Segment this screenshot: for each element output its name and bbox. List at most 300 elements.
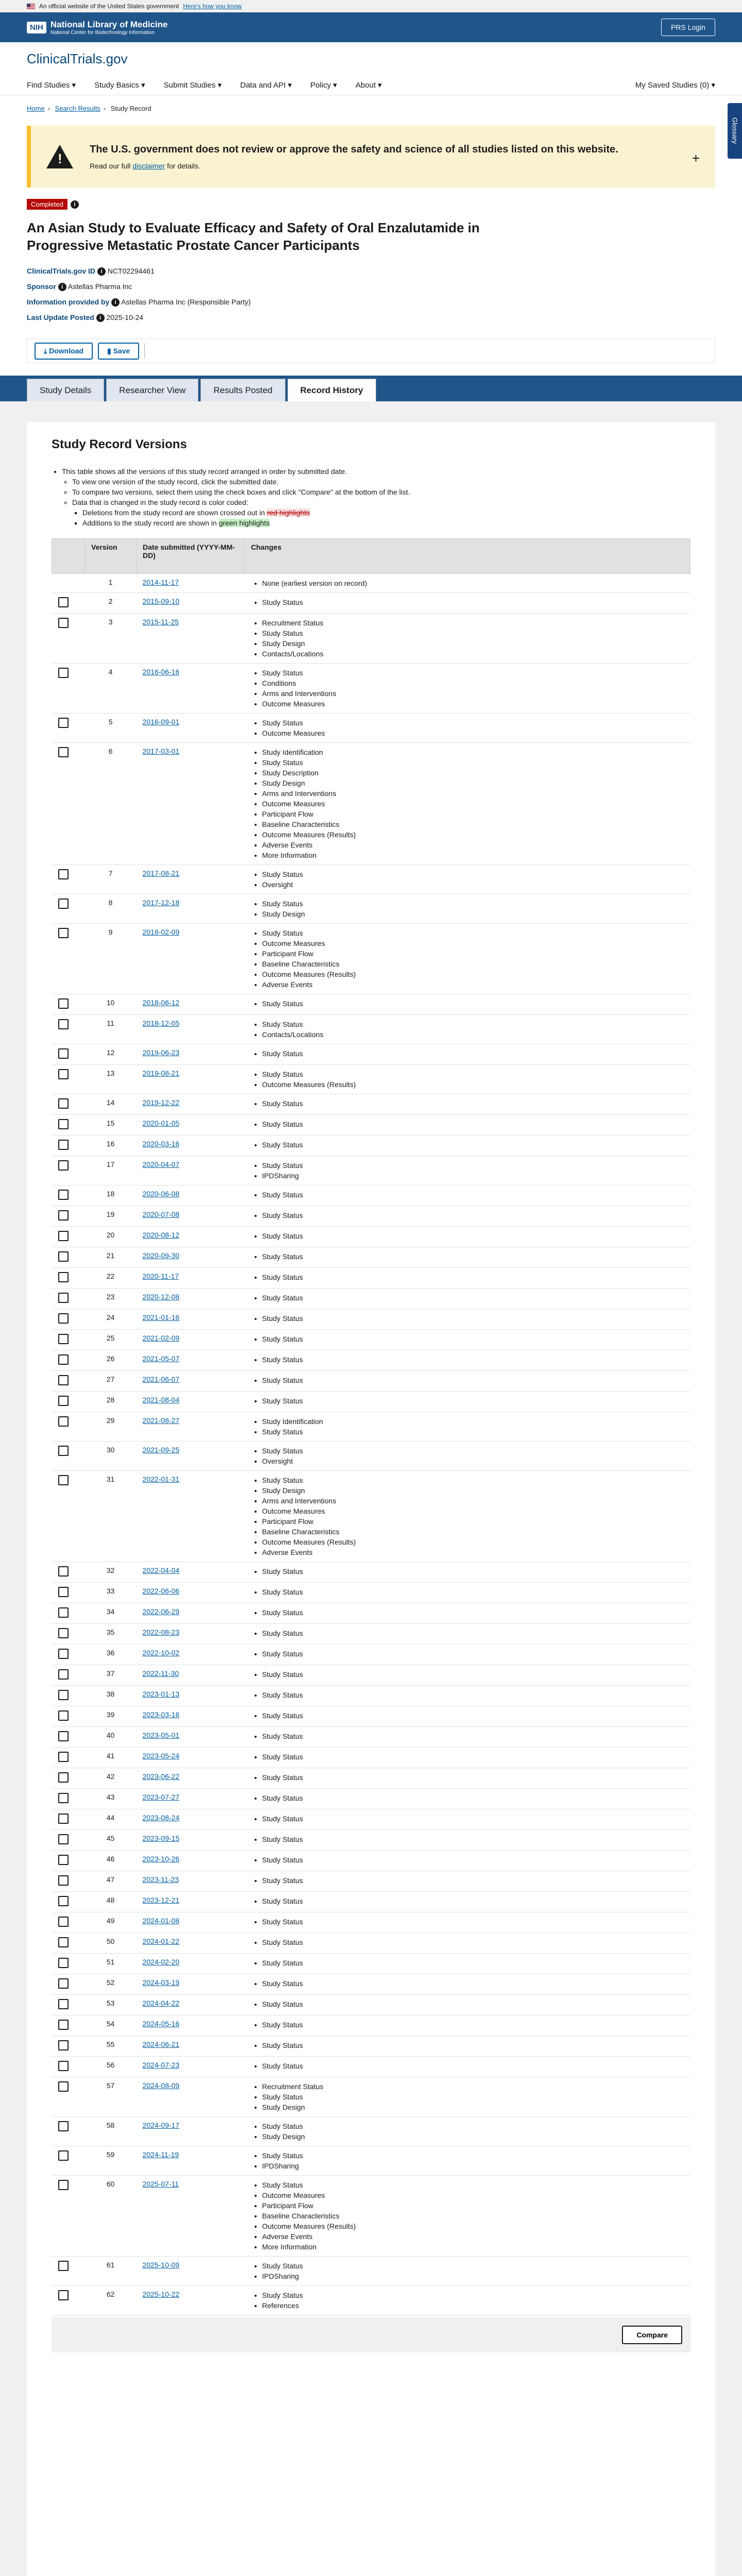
breadcrumb-home[interactable]: Home — [27, 105, 45, 112]
version-checkbox[interactable] — [58, 928, 69, 938]
table-row — [52, 894, 690, 924]
version-checkbox[interactable] — [58, 1048, 69, 1059]
breadcrumb-current: Study Record — [110, 105, 151, 112]
version-checkbox[interactable] — [58, 1475, 69, 1485]
select-cell — [52, 1247, 85, 1268]
changes-cell — [245, 1185, 690, 1206]
changes-cell — [245, 1954, 690, 1974]
change-item: • Study Status — [262, 1566, 684, 1577]
version-checkbox[interactable] — [58, 1446, 69, 1456]
version-date-cell — [137, 865, 245, 894]
save-button[interactable]: ▮ Save — [98, 343, 139, 360]
change-item: • Study Status — [262, 1875, 684, 1886]
version-checkbox[interactable] — [58, 869, 69, 879]
version-date-link[interactable]: 2023-09-15 — [142, 1834, 180, 1842]
version-date-link[interactable]: 2021-02-09 — [142, 1334, 180, 1342]
select-cell — [52, 1706, 85, 1727]
version-date-cell — [137, 1206, 245, 1227]
version-number: 8 — [85, 894, 137, 924]
version-date-link[interactable]: 2023-11-23 — [142, 1875, 179, 1884]
version-date-link[interactable]: 2024-01-22 — [142, 1937, 180, 1945]
tab-study-details[interactable]: Study Details — [27, 379, 104, 401]
version-date-link[interactable]: 2016-06-16 — [142, 668, 180, 676]
version-date-link[interactable]: 2024-04-22 — [142, 1999, 180, 2007]
version-date-link[interactable]: 2024-05-16 — [142, 2020, 180, 2028]
nav-find-studies[interactable]: Find Studies ▾ — [27, 81, 76, 90]
table-row — [52, 1686, 690, 1706]
changes-cell — [245, 994, 690, 1015]
change-item: • Study Status — [262, 1814, 684, 1824]
instructions — [52, 466, 690, 528]
changes-cell — [245, 1412, 690, 1442]
version-date-link[interactable]: 2017-12-18 — [142, 899, 180, 907]
change-item: • IPDSharing — [262, 2161, 684, 2171]
version-date-link[interactable]: 2020-09-30 — [142, 1251, 180, 1260]
change-item: • Study Status — [262, 1607, 684, 1618]
ncbi-name: National Center for Biotechnology Information — [50, 29, 155, 36]
site-header — [0, 42, 742, 95]
version-checkbox[interactable] — [58, 1272, 69, 1282]
version-checkbox[interactable] — [58, 1628, 69, 1638]
select-cell — [52, 1309, 85, 1330]
version-date-cell — [137, 1094, 245, 1115]
changes-cell — [245, 664, 690, 714]
version-date-link[interactable]: 2020-11-17 — [142, 1272, 179, 1280]
select-cell — [52, 1044, 85, 1065]
version-checkbox[interactable] — [58, 1978, 69, 1989]
version-checkbox[interactable] — [58, 1231, 69, 1241]
version-checkbox[interactable] — [58, 1140, 69, 1150]
table-row — [52, 1136, 690, 1156]
version-date-link[interactable]: 2022-10-02 — [142, 1649, 180, 1657]
select-cell — [52, 1115, 85, 1136]
version-date-link[interactable]: 2020-07-08 — [142, 1210, 180, 1218]
version-checkbox[interactable] — [58, 2061, 69, 2071]
version-checkbox[interactable] — [58, 2290, 69, 2300]
version-checkbox[interactable] — [58, 998, 69, 1009]
glossary-tab[interactable]: Glossary — [728, 103, 742, 159]
change-item: • Study Status — [262, 2061, 684, 2071]
change-item: • Outcome Measures (Results) — [262, 2221, 684, 2231]
version-checkbox[interactable] — [58, 1375, 69, 1385]
table-row — [52, 1933, 690, 1954]
version-checkbox[interactable] — [58, 1313, 69, 1324]
tab-record-history[interactable]: Record History — [288, 379, 376, 401]
compare-button[interactable]: Compare — [622, 2326, 682, 2344]
changes-cell — [245, 1789, 690, 1809]
version-checkbox[interactable] — [58, 1731, 69, 1741]
tab-researcher-view[interactable]: Researcher View — [106, 379, 198, 401]
version-checkbox[interactable] — [58, 2121, 69, 2131]
version-checkbox[interactable] — [58, 1814, 69, 1824]
select-cell — [52, 664, 85, 714]
version-date-cell — [137, 1748, 245, 1768]
table-row — [52, 2117, 690, 2146]
changes-cell — [245, 1289, 690, 1309]
version-date-link[interactable]: 2024-01-08 — [142, 1917, 180, 1925]
change-item: • Study Status — [262, 2020, 684, 2030]
version-checkbox[interactable] — [58, 1190, 69, 1200]
select-cell — [52, 865, 85, 894]
change-item: • Study Status — [262, 928, 684, 938]
changes-cell — [245, 924, 690, 994]
change-item: • Outcome Measures (Results) — [262, 829, 684, 840]
version-checkbox[interactable] — [58, 1690, 69, 1700]
changes-cell — [245, 1268, 690, 1289]
instruction-3: ◦ To compare two versions, select them using the check boxes and click "Compare" at the bottom of the list. — [72, 487, 690, 497]
version-date-cell — [137, 2286, 245, 2315]
version-checkbox[interactable] — [58, 747, 69, 757]
select-cell — [52, 894, 85, 924]
version-date-link[interactable]: 2021-08-27 — [142, 1416, 180, 1425]
version-checkbox[interactable] — [58, 1210, 69, 1221]
table-row — [52, 1309, 690, 1330]
id-label: ClinicalTrials.gov ID — [27, 267, 96, 275]
version-checkbox[interactable] — [58, 1019, 69, 1029]
version-date-link[interactable]: 2024-06-21 — [142, 2040, 180, 2048]
version-checkbox[interactable] — [58, 1587, 69, 1597]
site-logo[interactable] — [27, 51, 128, 67]
version-number: 44 — [85, 1809, 137, 1830]
changes-cell — [245, 2036, 690, 2057]
version-date-link[interactable]: 2022-08-23 — [142, 1628, 180, 1636]
version-date-link[interactable]: 2023-03-16 — [142, 1710, 180, 1719]
version-date-cell — [137, 2057, 245, 2077]
version-checkbox[interactable] — [58, 597, 69, 607]
info-icon[interactable]: i — [71, 200, 79, 209]
version-checkbox[interactable] — [58, 718, 69, 728]
version-number: 42 — [85, 1768, 137, 1789]
instruction-additions: ▪ Additions to the study record are shown in green highlights — [82, 518, 690, 528]
version-date-link[interactable]: 2020-04-07 — [142, 1160, 180, 1168]
table-row — [52, 1912, 690, 1933]
version-date-cell — [137, 1706, 245, 1727]
warning-icon — [46, 145, 73, 168]
version-date-cell — [137, 593, 245, 614]
change-item: • Study Status — [262, 2261, 684, 2271]
version-date-cell — [137, 2077, 245, 2117]
nav-data-api[interactable]: Data and API ▾ — [240, 81, 292, 90]
version-checkbox[interactable] — [58, 1917, 69, 1927]
version-date-link[interactable]: 2023-10-26 — [142, 1855, 180, 1863]
version-checkbox[interactable] — [58, 1649, 69, 1659]
version-number: 62 — [85, 2286, 137, 2315]
version-date-cell — [137, 1289, 245, 1309]
select-cell — [52, 2015, 85, 2036]
version-number: 19 — [85, 1206, 137, 1227]
version-date-link[interactable]: 2015-09-10 — [142, 597, 180, 605]
version-date-cell — [137, 1871, 245, 1892]
version-date-link[interactable]: 2018-06-12 — [142, 998, 180, 1007]
col-changes: Changes — [245, 539, 690, 574]
info-icon[interactable]: i — [58, 283, 66, 291]
change-item: • Study Status — [262, 2121, 684, 2131]
version-checkbox[interactable] — [58, 1875, 69, 1886]
change-item: • Oversight — [262, 879, 684, 890]
table-row — [52, 1094, 690, 1115]
version-date-link[interactable]: 2017-03-01 — [142, 747, 180, 755]
version-date-link[interactable]: 2020-08-12 — [142, 1231, 180, 1239]
version-checkbox[interactable] — [58, 1119, 69, 1129]
version-checkbox[interactable] — [58, 2261, 69, 2271]
changes-cell — [245, 1471, 690, 1562]
change-item: • Study Status — [262, 1160, 684, 1171]
table-row — [52, 2286, 690, 2315]
version-date-link[interactable]: 2021-06-07 — [142, 1375, 180, 1383]
version-date-link[interactable]: 2014-11-17 — [142, 578, 179, 586]
table-row — [52, 1809, 690, 1830]
version-date-cell — [137, 1686, 245, 1706]
version-checkbox[interactable] — [58, 2150, 69, 2161]
expand-alert-icon[interactable]: + — [692, 150, 700, 166]
nlm-logo[interactable] — [27, 20, 168, 36]
version-date-link[interactable]: 2024-07-23 — [142, 2061, 180, 2069]
alert-title: The U.S. government does not review or approve the safety and science of all studies listed on this website. — [90, 143, 618, 155]
version-checkbox[interactable] — [58, 1937, 69, 1947]
change-item: • More Information — [262, 2242, 684, 2252]
info-icon[interactable]: i — [97, 267, 106, 276]
version-date-link[interactable]: 2023-08-24 — [142, 1814, 180, 1822]
version-date-link[interactable]: 2023-06-22 — [142, 1772, 180, 1781]
version-checkbox[interactable] — [58, 1772, 69, 1783]
version-checkbox[interactable] — [58, 1834, 69, 1844]
version-date-link[interactable]: 2023-05-01 — [142, 1731, 180, 1739]
version-checkbox[interactable] — [58, 2040, 69, 2050]
select-cell — [52, 1789, 85, 1809]
change-item: • IPDSharing — [262, 2271, 684, 2281]
table-row — [52, 1044, 690, 1065]
version-checkbox[interactable] — [58, 1669, 69, 1680]
tab-results-posted[interactable]: Results Posted — [200, 379, 285, 401]
version-checkbox[interactable] — [58, 2081, 69, 2092]
nav-study-basics[interactable]: Study Basics ▾ — [94, 81, 145, 90]
version-date-link[interactable]: 2022-11-30 — [142, 1669, 179, 1677]
version-date-cell — [137, 1115, 245, 1136]
info-icon[interactable]: i — [111, 298, 120, 307]
version-number: 34 — [85, 1603, 137, 1624]
changes-cell — [245, 2146, 690, 2176]
select-cell — [52, 743, 85, 865]
changes-cell — [245, 2176, 690, 2257]
select-cell — [52, 2117, 85, 2146]
version-date-link[interactable]: 2018-12-05 — [142, 1019, 180, 1027]
version-date-link[interactable]: 2019-12-22 — [142, 1098, 180, 1107]
version-date-link[interactable]: 2020-06-08 — [142, 1190, 180, 1198]
version-checkbox[interactable] — [58, 1710, 69, 1721]
select-cell — [52, 1371, 85, 1392]
table-row — [52, 2057, 690, 2077]
version-checkbox[interactable] — [58, 1416, 69, 1427]
select-cell — [52, 1065, 85, 1094]
version-date-cell — [137, 2015, 245, 2036]
version-checkbox[interactable] — [58, 1607, 69, 1618]
sponsor-value: Astellas Pharma Inc — [68, 282, 132, 291]
version-checkbox[interactable] — [58, 1396, 69, 1406]
version-number: 20 — [85, 1227, 137, 1247]
breadcrumb-search-results[interactable]: Search Results — [55, 105, 100, 112]
version-date-link[interactable]: 2020-03-16 — [142, 1140, 180, 1148]
changes-cell — [245, 1227, 690, 1247]
changes-cell — [245, 2077, 690, 2117]
table-row — [52, 574, 690, 593]
version-date-link[interactable]: 2021-01-16 — [142, 1313, 180, 1321]
version-date-link[interactable]: 2024-09-17 — [142, 2121, 180, 2129]
breadcrumb: Home › Search Results › Study Record — [27, 105, 151, 112]
version-checkbox[interactable] — [58, 1896, 69, 1906]
version-date-link[interactable]: 2022-01-31 — [142, 1475, 180, 1483]
version-date-link[interactable]: 2025-10-09 — [142, 2261, 180, 2269]
version-date-link[interactable]: 2015-11-25 — [142, 618, 179, 626]
version-checkbox[interactable] — [58, 1098, 69, 1109]
table-row — [52, 593, 690, 614]
nav-about[interactable]: About ▾ — [355, 81, 382, 90]
version-date-link[interactable]: 2024-03-19 — [142, 1978, 180, 1987]
version-date-link[interactable]: 2023-07-27 — [142, 1793, 180, 1801]
version-date-link[interactable]: 2024-02-20 — [142, 1958, 180, 1966]
version-number: 26 — [85, 1350, 137, 1371]
version-checkbox[interactable] — [58, 1293, 69, 1303]
version-checkbox[interactable] — [58, 1566, 69, 1577]
version-number: 49 — [85, 1912, 137, 1933]
version-checkbox[interactable] — [58, 899, 69, 909]
version-date-link[interactable]: 2021-05-07 — [142, 1354, 180, 1363]
version-date-cell — [137, 1789, 245, 1809]
version-date-link[interactable]: 2023-12-21 — [142, 1896, 180, 1904]
version-number: 10 — [85, 994, 137, 1015]
version-checkbox[interactable] — [58, 1069, 69, 1079]
version-date-link[interactable]: 2019-08-21 — [142, 1069, 180, 1077]
version-checkbox[interactable] — [58, 1793, 69, 1803]
change-item: • Study Status — [262, 1119, 684, 1129]
change-item: • Study Status — [262, 1140, 684, 1150]
version-number: 40 — [85, 1727, 137, 1748]
version-number: 39 — [85, 1706, 137, 1727]
change-item: • More Information — [262, 850, 684, 860]
version-date-cell — [137, 1603, 245, 1624]
version-date-cell — [137, 1247, 245, 1268]
version-checkbox[interactable] — [58, 1958, 69, 1968]
version-date-link[interactable]: 2022-06-29 — [142, 1607, 180, 1616]
version-date-cell — [137, 924, 245, 994]
compare-row — [52, 2317, 690, 2352]
info-icon[interactable]: i — [96, 314, 105, 322]
divider — [144, 343, 145, 359]
saved-studies-link[interactable]: My Saved Studies (0) ▾ — [635, 81, 715, 90]
version-checkbox[interactable] — [58, 1354, 69, 1365]
version-date-link[interactable]: 2020-01-05 — [142, 1119, 180, 1127]
version-checkbox[interactable] — [58, 1334, 69, 1344]
version-checkbox[interactable] — [58, 668, 69, 678]
version-date-link[interactable]: 2025-07-11 — [142, 2180, 179, 2188]
change-item: • Study Status — [262, 1019, 684, 1029]
version-date-link[interactable]: 2016-09-01 — [142, 718, 180, 726]
version-date-link[interactable]: 2020-12-08 — [142, 1293, 180, 1301]
nav-submit-studies[interactable]: Submit Studies ▾ — [163, 81, 222, 90]
change-item: • Study Status — [262, 1446, 684, 1456]
version-checkbox[interactable] — [58, 1855, 69, 1865]
table-row — [52, 1748, 690, 1768]
prs-login-button[interactable]: PRS Login — [661, 19, 715, 36]
version-checkbox[interactable] — [58, 1251, 69, 1262]
version-date-link[interactable]: 2022-04-04 — [142, 1566, 180, 1574]
main-nav — [27, 75, 715, 95]
sponsor-label: Sponsor — [27, 282, 56, 291]
version-checkbox[interactable] — [58, 1752, 69, 1762]
version-checkbox[interactable] — [58, 1999, 69, 2009]
version-date-link[interactable]: 2023-01-13 — [142, 1690, 180, 1698]
select-cell — [52, 1603, 85, 1624]
version-date-link[interactable]: 2025-10-22 — [142, 2290, 180, 2298]
change-item: • Study Status — [262, 668, 684, 678]
version-date-cell — [137, 574, 245, 593]
version-date-cell — [137, 614, 245, 664]
version-number: 46 — [85, 1851, 137, 1871]
changes-cell — [245, 1933, 690, 1954]
changes-cell — [245, 1995, 690, 2015]
version-checkbox[interactable] — [58, 2020, 69, 2030]
change-item: • Study Design — [262, 2131, 684, 2142]
version-date-link[interactable]: 2018-02-09 — [142, 928, 180, 936]
version-date-link[interactable]: 2022-06-06 — [142, 1587, 180, 1595]
changes-cell — [245, 2257, 690, 2286]
change-item: • Adverse Events — [262, 2231, 684, 2242]
change-item: • Study Status — [262, 1628, 684, 1638]
download-button[interactable]: ⤓ Download — [35, 343, 93, 360]
table-row — [52, 1645, 690, 1665]
changes-cell — [245, 1727, 690, 1748]
changes-cell — [245, 1830, 690, 1851]
version-number: 45 — [85, 1830, 137, 1851]
change-item: • Outcome Measures (Results) — [262, 969, 684, 979]
select-cell — [52, 1156, 85, 1185]
version-date-link[interactable]: 2023-05-24 — [142, 1752, 180, 1760]
table-row — [52, 2146, 690, 2176]
select-cell — [52, 1768, 85, 1789]
version-checkbox[interactable] — [58, 618, 69, 628]
change-item: • Participant Flow — [262, 2200, 684, 2211]
change-item: • Study Status — [262, 1048, 684, 1059]
changes-cell — [245, 2057, 690, 2077]
change-item: • Study Status — [262, 1999, 684, 2009]
nav-policy[interactable]: Policy ▾ — [310, 81, 337, 90]
change-item: • Study Status — [262, 2040, 684, 2050]
version-number: 27 — [85, 1371, 137, 1392]
version-date-cell — [137, 1371, 245, 1392]
version-checkbox[interactable] — [58, 1160, 69, 1171]
version-checkbox[interactable] — [58, 2180, 69, 2190]
table-row — [52, 1727, 690, 1748]
version-date-link[interactable]: 2021-08-04 — [142, 1396, 180, 1404]
change-item: • Study Status — [262, 899, 684, 909]
version-date-link[interactable]: 2017-08-21 — [142, 869, 180, 877]
table-row — [52, 1206, 690, 1227]
version-date-link[interactable]: 2021-09-25 — [142, 1446, 180, 1454]
alert-body: Read our full disclaimer for details. — [90, 161, 200, 170]
how-you-know-link[interactable]: Here's how you know — [183, 3, 242, 10]
disclaimer-link[interactable]: disclaimer — [132, 161, 165, 170]
version-date-link[interactable]: 2024-08-09 — [142, 2081, 180, 2090]
version-date-link[interactable]: 2024-11-19 — [142, 2150, 179, 2159]
version-date-link[interactable]: 2019-06-23 — [142, 1048, 180, 1057]
changes-cell — [245, 1094, 690, 1115]
changes-cell — [245, 1768, 690, 1789]
version-number: 48 — [85, 1892, 137, 1912]
changes-cell — [245, 894, 690, 924]
version-number: 58 — [85, 2117, 137, 2146]
changes-cell — [245, 1748, 690, 1768]
select-cell — [52, 1268, 85, 1289]
change-item: • Study Status — [262, 869, 684, 879]
